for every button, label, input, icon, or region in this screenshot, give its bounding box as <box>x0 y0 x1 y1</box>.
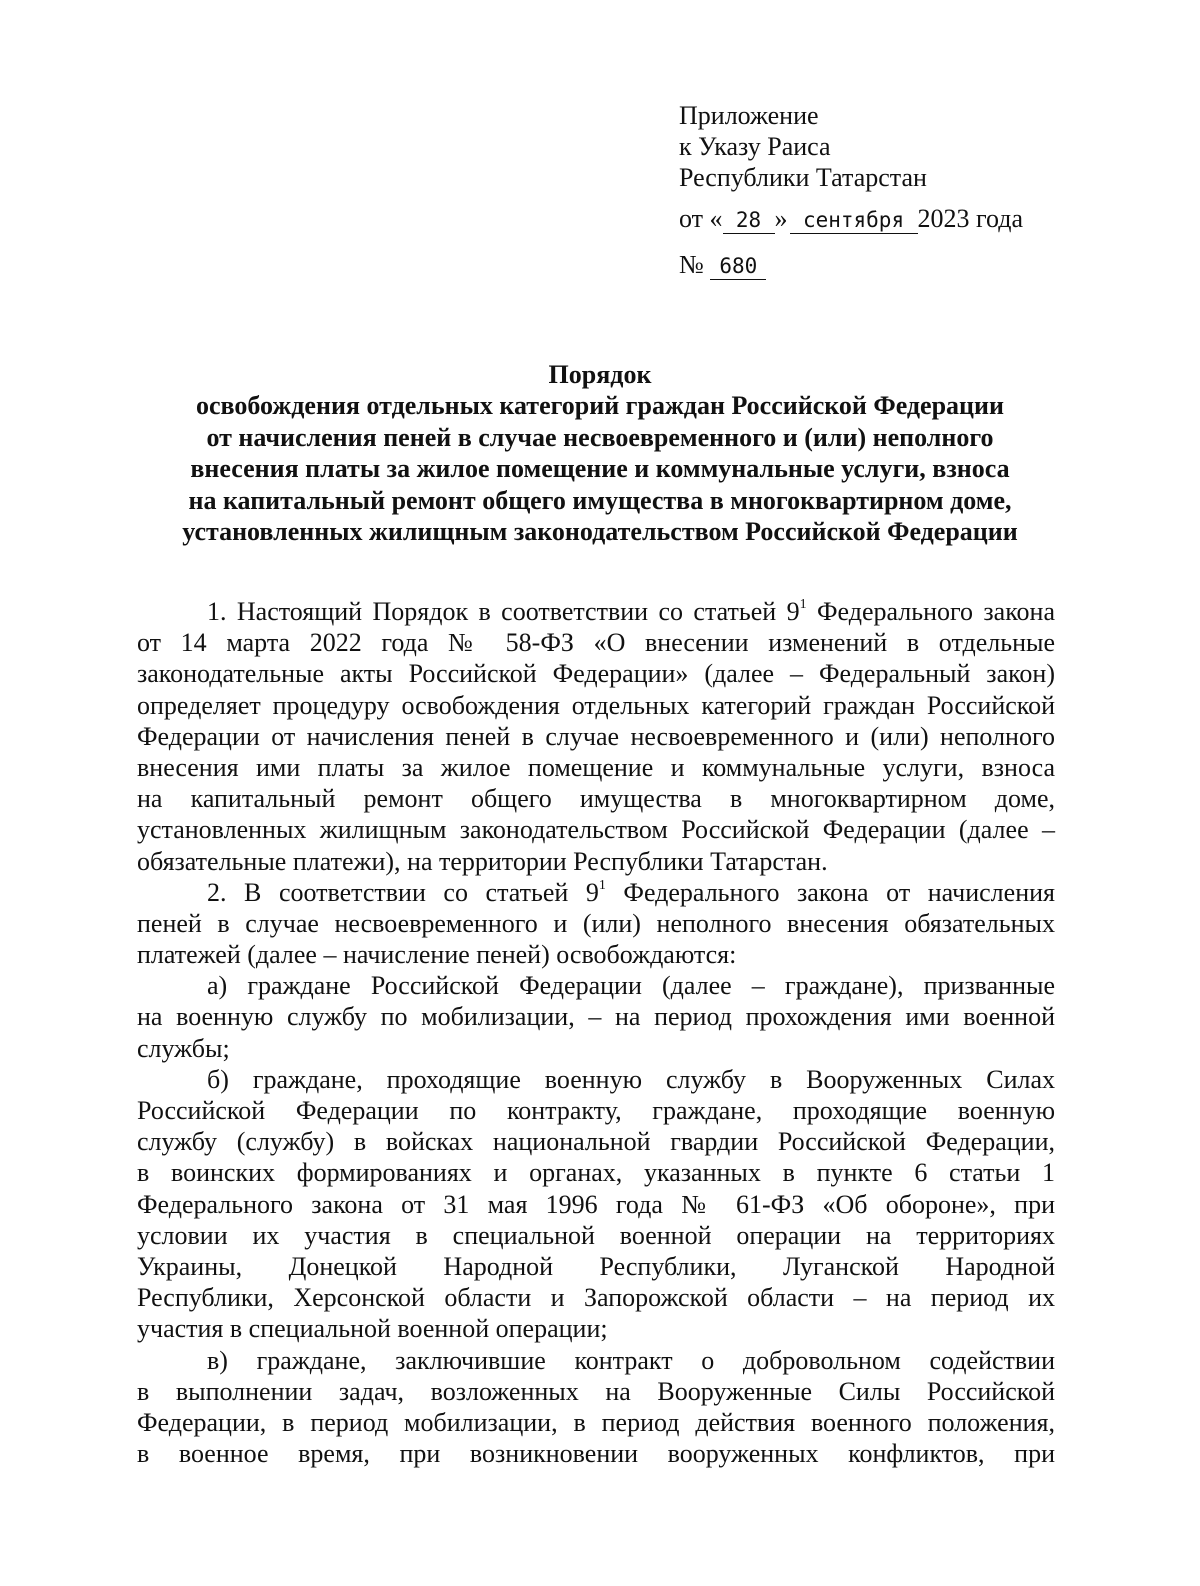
title-heading: Порядок <box>548 360 652 389</box>
text-fragment: Федерального закона от начисления <box>605 877 1055 907</box>
text-line: а) граждане Российской Федерации (далее – граждане), призванные <box>207 971 1055 1001</box>
appendix-line-2: к Указу Раиса <box>679 132 831 161</box>
text-line: определяет процедуру освобождения отдельных категорий граждан Российской <box>137 690 1055 720</box>
text-fragment: 1. Настоящий Порядок в соответствии со статьей 9 <box>207 597 800 626</box>
title-line: на капитальный ремонт общего имущества в многоквартирном доме, <box>188 485 1012 515</box>
text-line: Федерального закона от 31 мая 1996 года № 61-ФЗ «Об обороне», при <box>137 1189 1055 1219</box>
title-line: от начисления пеней в случае несвоевременного и (или) неполного <box>206 422 994 452</box>
text-line: Российской Федерации по контракту, граждане, проходящие военную <box>137 1096 1055 1125</box>
text-line: Федерации, в период мобилизации, в период действия военного положения, <box>137 1407 1055 1437</box>
text-line: в воинских формированиях и органах, указанных в пункте 6 статьи 1 <box>137 1158 1055 1188</box>
date-day-handwritten: 28 <box>723 208 775 234</box>
item-a <box>137 970 1055 1064</box>
text-fragment: Федерального закона <box>806 597 1055 626</box>
date-prefix: от « <box>679 204 723 233</box>
text-line: в военное время, при возникновении вооруженных конфликтов, при <box>137 1439 1055 1469</box>
item-c <box>137 1345 1055 1470</box>
text-line: в) граждане, заключившие контракт о добровольном содействии <box>207 1345 1055 1375</box>
title-line: внесения платы за жилое помещение и коммунальные услуги, взноса <box>190 454 1010 484</box>
decree-number <box>679 250 766 280</box>
text-line: в выполнении задач, возложенных на Вооруженные Силы Российской <box>137 1376 1055 1406</box>
text-line: службу (службу) в войсках национальной гвардии Российской Федерации, <box>137 1127 1055 1157</box>
title-line: освобождения отдельных категорий граждан Российской Федерации <box>196 391 1004 421</box>
document-body <box>137 596 1055 1469</box>
appendix-line-3: Республики Татарстан <box>679 163 927 192</box>
decree-date <box>679 204 1023 244</box>
item-b <box>137 1064 1055 1345</box>
text-fragment: 2. В соответствии со статьей 9 <box>207 877 599 907</box>
text-line: на капитальный ремонт общего имущества в многоквартирном доме, <box>137 784 1055 814</box>
text-line: платежей (далее – начисление пеней) освобождаются: <box>137 940 737 970</box>
text-line: на военную службу по мобилизации, – на период прохождения ими военной <box>137 1002 1055 1032</box>
paragraph-1 <box>137 596 1055 877</box>
text-line: обязательные платежи), на территории Республики Татарстан. <box>137 846 828 876</box>
paragraph-2 <box>137 877 1055 971</box>
document-title <box>120 359 1080 547</box>
date-month-handwritten: сентября <box>790 208 918 234</box>
text-line <box>137 596 1055 627</box>
text-line: условии их участия в специальной военной операции на территориях <box>137 1220 1055 1250</box>
number-handwritten: 680 <box>710 254 766 280</box>
date-suffix: 2023 года <box>917 204 1024 233</box>
text-line: Республики, Херсонской области и Запорожской области – на период их <box>137 1283 1055 1313</box>
number-prefix: № <box>679 250 704 279</box>
text-line: б) граждане, проходящие военную службу в Вооруженных Силах <box>207 1064 1055 1094</box>
date-mid: » <box>774 204 788 233</box>
text-line: установленных жилищным законодательством Российской Федерации (далее – <box>137 815 1055 845</box>
title-line: установленных жилищным законодательством Российской Федерации <box>182 517 1018 547</box>
appendix-line-1: Приложение <box>679 101 819 130</box>
text-line: законодательные акты Российской Федерации» (далее – Федеральный закон) <box>137 659 1055 689</box>
text-line: участия в специальной военной операции; <box>137 1314 608 1344</box>
superscript: 1 <box>598 878 606 894</box>
text-line: службы; <box>137 1033 230 1063</box>
text-line: внесения ими платы за жилое помещение и коммунальные услуги, взноса <box>137 752 1055 782</box>
text-line: пеней в случае несвоевременного и (или) неполного внесения обязательных <box>137 908 1055 938</box>
text-line: от 14 марта 2022 года № 58-ФЗ «О внесении изменений в отдельные <box>137 628 1055 658</box>
text-line: Украины, Донецкой Народной Республики, Луганской Народной <box>137 1251 1055 1281</box>
text-line <box>137 877 1055 908</box>
superscript: 1 <box>799 597 807 613</box>
appendix-header <box>679 100 1099 193</box>
text-line: Федерации от начисления пеней в случае несвоевременного и (или) неполного <box>137 721 1055 751</box>
